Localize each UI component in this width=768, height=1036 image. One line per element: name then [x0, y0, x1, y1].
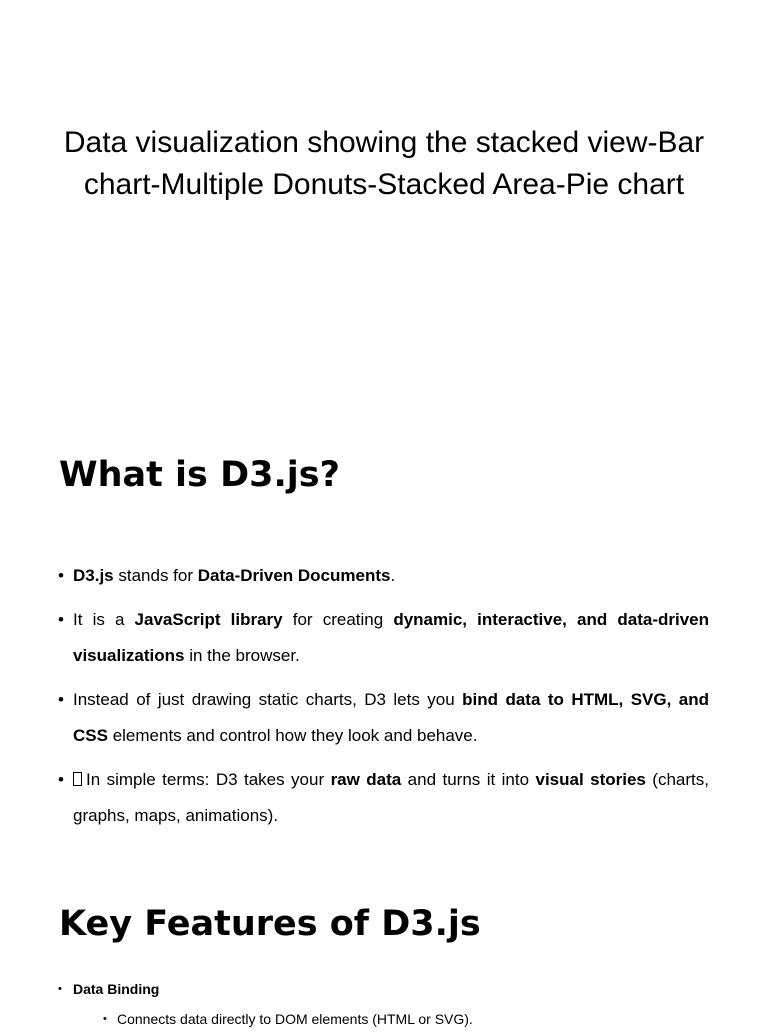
- feature-label: Data Binding: [73, 981, 160, 997]
- feature-sub-list: [73, 1002, 709, 1036]
- slide-title: Data visualization showing the stacked view-Bar chart-Multiple Donuts-Stacked Area-Pie chart: [63, 126, 705, 201]
- feature-sub-text: Connects data directly to DOM elements (HTML or SVG).: [117, 1011, 473, 1027]
- body-text: Instead of just drawing static charts, D3 lets you: [73, 689, 463, 709]
- bold-text: JavaScript library: [134, 609, 283, 629]
- bold-text: dynamic, interactive, and data-driven visualizations: [73, 609, 709, 665]
- body-text: .: [390, 566, 396, 585]
- bullet-dot-icon: •: [58, 769, 64, 789]
- missing-glyph-icon: [73, 772, 82, 786]
- bold-text: visual stories: [535, 769, 646, 789]
- body-text: for creating: [282, 609, 394, 629]
- section-heading-what-is-d3: What is D3.js?: [59, 455, 340, 495]
- bullet-dot-icon: •: [58, 689, 64, 709]
- bullet-dot-icon: •: [103, 1013, 107, 1025]
- body-text: in the browser.: [184, 646, 300, 665]
- bullet-item: [58, 682, 709, 755]
- bullet-dot-icon: •: [58, 983, 62, 995]
- section-heading-key-features: Key Features of D3.js: [59, 904, 481, 944]
- bold-text: Data-Driven Documents: [197, 566, 391, 585]
- body-text: It is a: [73, 609, 135, 629]
- bullet-item: [58, 558, 709, 595]
- bold-text: raw data: [330, 769, 402, 789]
- bold-text: bind data to HTML, SVG, and CSS: [73, 689, 709, 745]
- bullet-item: [58, 762, 709, 835]
- body-text: elements and control how they look and behave.: [107, 726, 478, 745]
- body-text: In simple terms: D3 takes your: [86, 769, 331, 789]
- bullet-dot-icon: •: [58, 609, 64, 629]
- feature-item: [58, 976, 709, 1036]
- body-text: stands for: [113, 566, 198, 585]
- bullet-item: [58, 602, 709, 675]
- feature-sub-item: [103, 1002, 709, 1036]
- key-features-list: [58, 976, 709, 1036]
- body-text: (charts, graphs, maps, animations).: [73, 769, 709, 825]
- what-is-d3-bullet-list: [58, 558, 709, 842]
- body-text: and turns it into: [401, 769, 536, 789]
- bold-text: D3.js: [73, 566, 114, 585]
- bullet-dot-icon: •: [58, 566, 64, 585]
